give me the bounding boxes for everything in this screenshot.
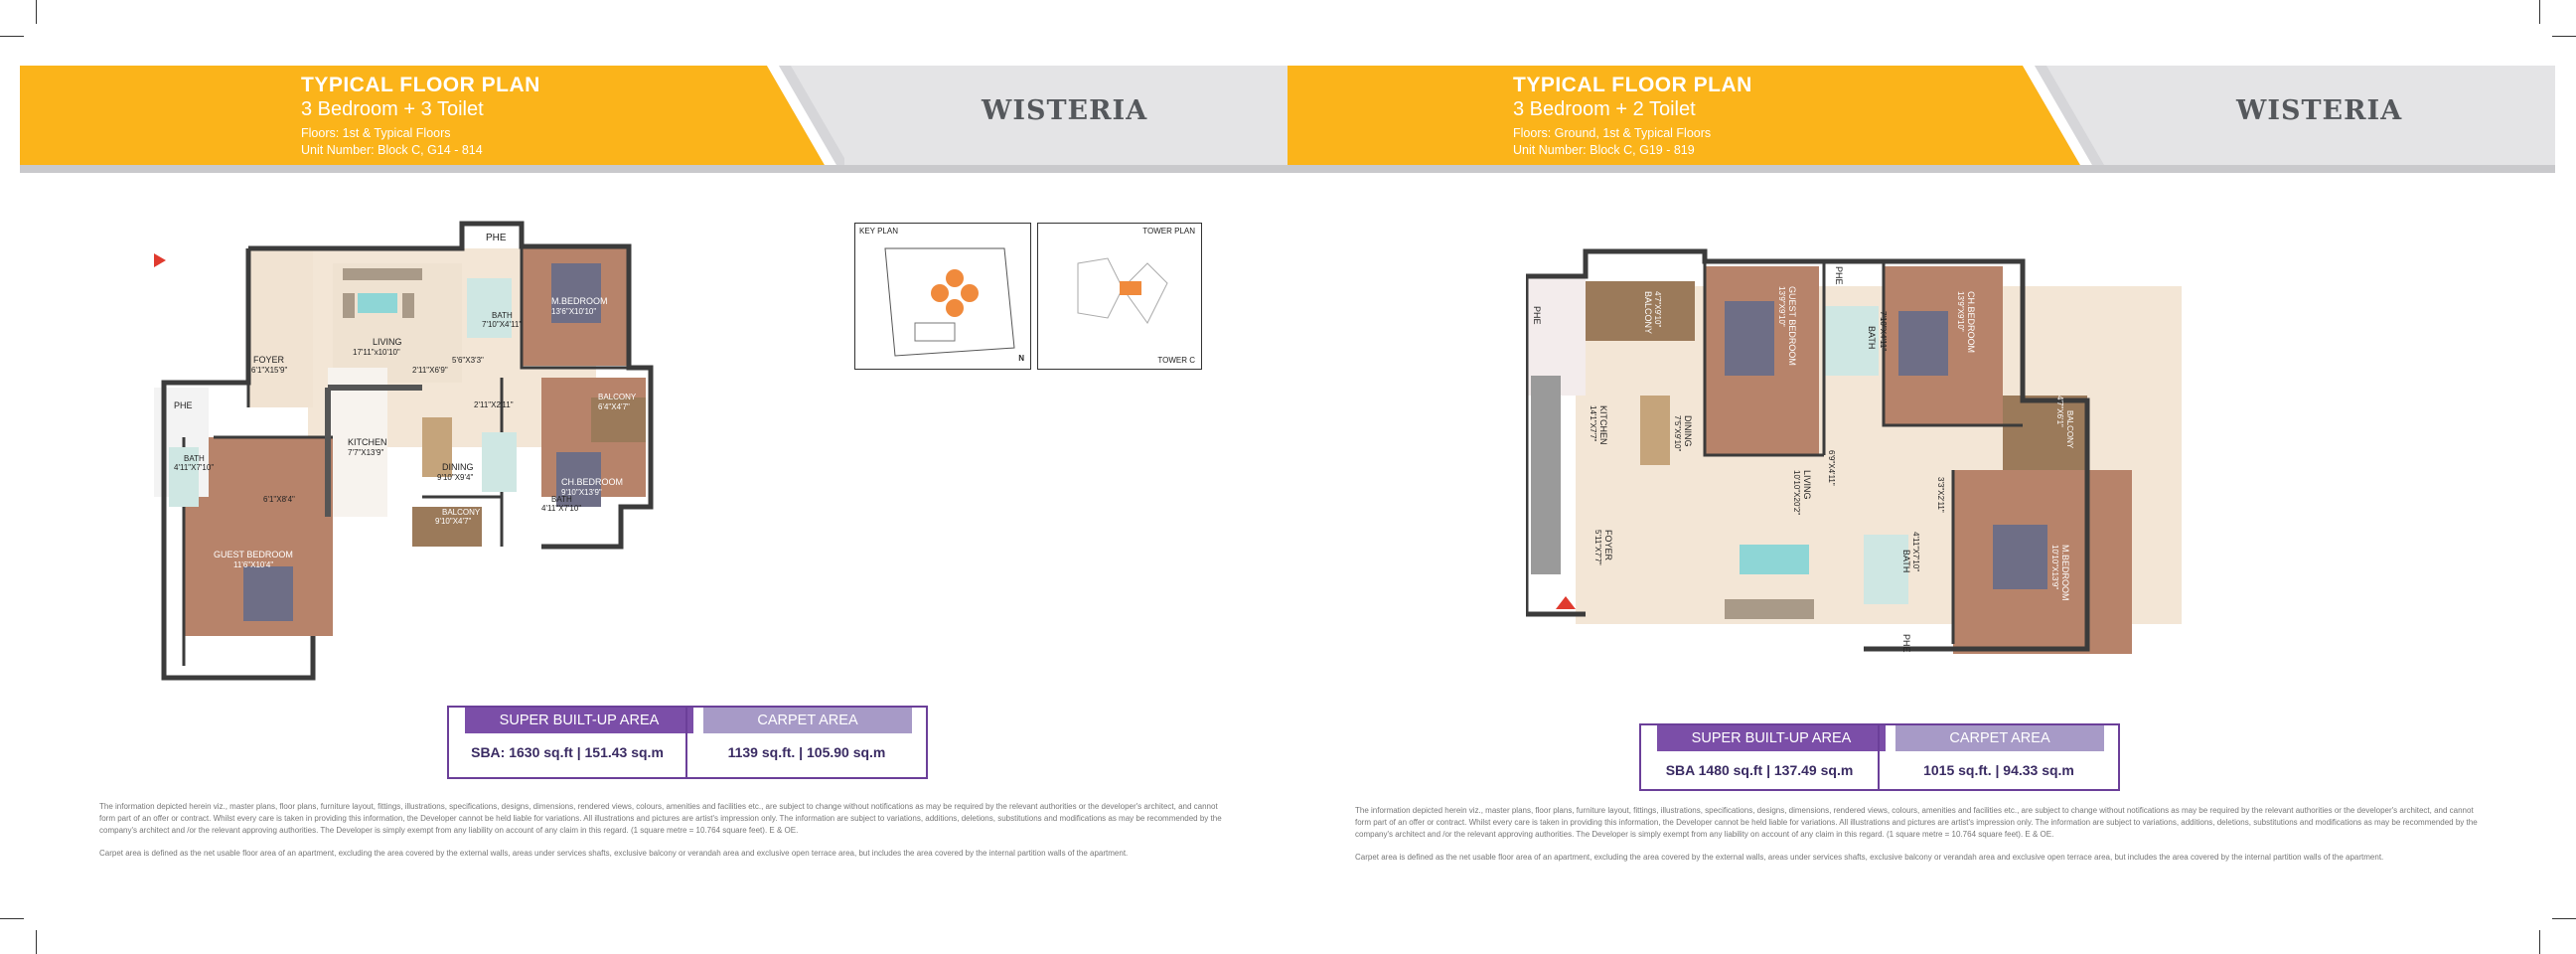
room-dimension: 6'9"X4'11"	[1827, 450, 1836, 486]
room-label: GUEST BEDROOM	[1787, 286, 1797, 366]
room-label: BALCONY	[442, 508, 481, 517]
room-dimension: 4'7"X6'1"	[2055, 396, 2064, 427]
room-dimension: 6'1"X8'4"	[263, 495, 295, 504]
tower-plan-drawing	[1068, 243, 1177, 343]
room-dimension: 3'3"X2'11"	[1936, 477, 1945, 513]
room-label: PHE	[1834, 266, 1844, 285]
room-label: PHE	[1532, 306, 1542, 325]
carpet-value: 1139 sq.ft. | 105.90 sq.m	[727, 744, 886, 760]
room-dimension: 7'7"X13'9"	[348, 448, 384, 457]
room-label: BATH	[492, 311, 513, 320]
area-table	[447, 706, 928, 779]
header-banner	[1288, 66, 2555, 173]
room-label: KITCHEN	[1598, 405, 1608, 445]
carpet-header: CARPET AREA	[1895, 725, 2104, 751]
title-block	[1513, 74, 1752, 157]
plan-title: TYPICAL FLOOR PLAN	[301, 74, 540, 96]
floor-plan-3bhk-3t	[154, 219, 820, 686]
room-label: LIVING	[1802, 470, 1812, 500]
key-plan-label: KEY PLAN	[859, 227, 898, 236]
room-dimension: 13'9"X9'10"	[1777, 286, 1786, 327]
floors-info: Floors: 1st & Typical Floors	[301, 126, 451, 140]
room-label: PHE	[174, 400, 193, 410]
room-label: BALCONY	[598, 393, 637, 401]
room-dimension: 13'6"X10'10"	[551, 307, 597, 316]
carpet-area-note: Carpet area is defined as the net usable floor area of an apartment, excluding the area covered by the external walls, areas under services shafts, exclusive balcony or verandah area and exclusive open terrace area, but includes the area covered by the internal partition walls of the apartment.	[1355, 853, 2384, 862]
room-dimension: 4'11"X7'10"	[1911, 532, 1920, 572]
carpet-area-note: Carpet area is defined as the net usable floor area of an apartment, excluding the area covered by the external walls, areas under services shafts, exclusive balcony or verandah area and exclusive open terrace area, but includes the area covered by the internal partition walls of the apartment.	[99, 849, 1129, 858]
room-label: FOYER	[1603, 530, 1613, 561]
room-dimension: 2'11"X6'9"	[412, 366, 448, 375]
room-dimension: 4'7"X9'10"	[1653, 291, 1662, 328]
room-label: KITCHEN	[348, 437, 387, 447]
north-indicator: N	[1018, 354, 1024, 363]
room-label: GUEST BEDROOM	[214, 550, 293, 559]
room-label: FOYER	[253, 355, 285, 365]
floors-info: Floors: Ground, 1st & Typical Floors	[1513, 126, 1712, 140]
floor-plan-3bhk-2t	[1526, 246, 2321, 684]
room-label: BALCONY	[1643, 291, 1653, 335]
room-label: CH.BEDROOM	[1966, 291, 1976, 354]
room-dimension: 13'9"X9'10"	[1956, 291, 1965, 332]
room-dimension: 10'10"X20'2"	[1792, 470, 1801, 516]
room-dimension: 6'1"X15'9"	[251, 366, 288, 375]
disclaimer-text: The information depicted herein viz., master plans, floor plans, furniture layout, fittings, illustrations, specifications, designs, dimensions, rendered views, colours, amenities and facilities etc., are subject to change without notifications as may be required by the relevant authorities or the developer's architect, and cannot form part of an offer or contract. Whilst every care is taken in providing this information, the Developer cannot be held liable for variations. All illustrations and pictures are artist's impression only. The information are subject to variations, additions, deletions, substitutions and modifications as may be recommended by the company's architect and /or the relevant approving authorities. The Developer is simply exempt from any liability on account of any claim in this regard. (1 square metre = 10.764 square feet). E & OE.	[1355, 806, 2478, 839]
brand-name: WISTERIA	[2236, 95, 2403, 126]
room-dimension: 7'5"X9'10"	[1673, 415, 1682, 452]
room-label: LIVING	[373, 337, 402, 347]
room-dimension: 4'11"X7'10"	[541, 504, 582, 513]
room-dimension: 9'10"X4'7"	[435, 517, 472, 526]
unit-number: Unit Number: Block C, G14 - 814	[301, 143, 483, 157]
title-block	[301, 74, 540, 157]
plan-configuration: 3 Bedroom + 3 Toilet	[301, 98, 484, 120]
room-dimension: 5'11"X7'7"	[1593, 530, 1602, 565]
room-dimension: 7'10"X4'11"	[482, 320, 523, 329]
room-label: BATH	[1867, 326, 1877, 350]
room-dimension: 10'10"X13'9"	[2050, 545, 2059, 590]
carpet-value: 1015 sq.ft. | 94.33 sq.m	[1923, 762, 2074, 778]
room-dimension: 2'11"X2'11"	[474, 400, 514, 409]
room-dimension: 6'4"X4'7"	[598, 402, 630, 411]
tower-plan-label: TOWER PLAN	[1142, 227, 1195, 236]
room-label: M.BEDROOM	[2060, 545, 2070, 601]
unit-number: Unit Number: Block C, G19 - 819	[1513, 143, 1695, 157]
room-label: BATH	[1901, 550, 1911, 573]
sba-header: SUPER BUILT-UP AREA	[465, 708, 693, 733]
sba-value: SBA 1480 sq.ft | 137.49 sq.m	[1665, 762, 1854, 778]
carpet-header: CARPET AREA	[703, 708, 912, 733]
plan-title: TYPICAL FLOOR PLAN	[1513, 74, 1752, 96]
room-dimension: 4'11"X7'10"	[174, 463, 215, 472]
disclaimer-text: The information depicted herein viz., master plans, floor plans, furniture layout, fittings, illustrations, specifications, designs, dimensions, rendered views, colours, amenities and facilities etc., are subject to change without notifications as may be required by the relevant authorities or the developer's architect, and cannot form part of an offer or contract. Whilst every care is taken in providing this information, the Developer cannot be held liable for variations. All illustrations and pictures are artist's impression only. The information are subject to variations, additions, deletions, substitutions and modifications as may be recommended by the company's architect and /or the relevant approving authorities. The Developer is simply exempt from any liability on account of any claim in this regard. (1 square metre = 10.764 square feet). E & OE.	[99, 802, 1222, 835]
room-label: CH.BEDROOM	[561, 477, 624, 487]
room-label: DINING	[442, 462, 474, 472]
room-label: BALCONY	[2065, 410, 2074, 449]
key-plan-drawing	[875, 238, 1024, 363]
room-label: PHE	[486, 233, 507, 243]
sba-header: SUPER BUILT-UP AREA	[1657, 725, 1886, 751]
tower-plan	[1037, 223, 1202, 370]
room-label: M.BEDROOM	[551, 296, 608, 306]
room-label: PHE	[1901, 634, 1911, 653]
room-label: BATH	[551, 495, 572, 504]
room-dimension: 11'6"X10'4"	[233, 560, 274, 569]
key-plan	[854, 223, 1031, 370]
brand-name: WISTERIA	[982, 95, 1148, 126]
header-banner	[20, 66, 1288, 173]
room-label: DINING	[1683, 415, 1693, 447]
right-page	[1288, 0, 2576, 954]
tower-c-label: TOWER C	[1157, 356, 1195, 365]
room-dimension: 17'11"x10'10"	[353, 348, 400, 357]
area-table	[1639, 723, 2120, 791]
room-dimension: 14'1"X7'7"	[1589, 405, 1597, 442]
room-dimension: 9'10"X13'9"	[561, 488, 602, 497]
room-dimension: 7'10"X4'11"	[1879, 311, 1888, 352]
room-label: BATH	[184, 454, 205, 463]
room-dimension: 5'6"X3'3"	[452, 356, 484, 365]
plan-configuration: 3 Bedroom + 2 Toilet	[1513, 98, 1696, 120]
sba-value: SBA: 1630 sq.ft | 151.43 sq.m	[471, 744, 664, 760]
room-dimension: 9'10"X9'4"	[437, 473, 474, 482]
